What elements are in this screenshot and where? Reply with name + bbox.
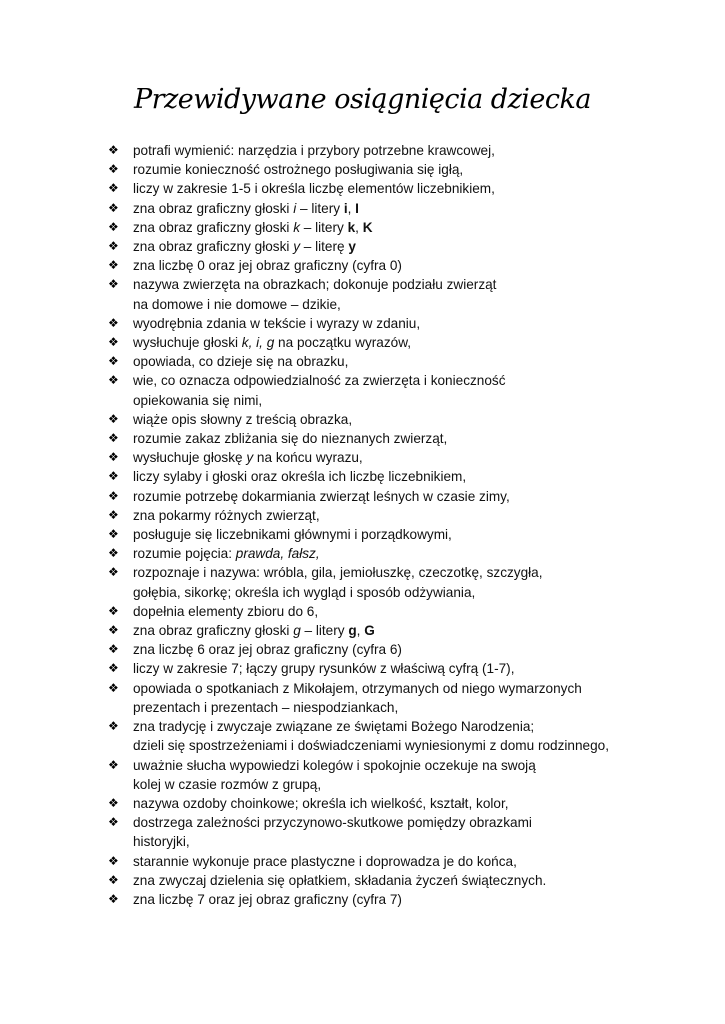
text-segment: wysłuchuje głoskę xyxy=(133,450,247,466)
text-segment: k, i, g xyxy=(241,335,275,351)
text-segment: liczy sylaby i głoski oraz określa ich liczbę liczebnikiem, xyxy=(133,469,467,485)
list-item xyxy=(108,410,708,429)
list-item-text xyxy=(133,410,708,429)
diamond-bullet-icon: ❖ xyxy=(108,795,119,810)
list-item xyxy=(108,199,708,218)
list-item xyxy=(108,871,708,890)
text-segment: k xyxy=(347,219,356,235)
page-title: Przewidywane osiągnięcia dziecka xyxy=(134,84,591,115)
list-item xyxy=(108,659,708,678)
text-segment: dopełnia elementy zbioru do 6, xyxy=(133,603,319,619)
list-item-text xyxy=(133,179,708,198)
diamond-bullet-icon: ❖ xyxy=(108,757,119,772)
list-item xyxy=(108,813,708,851)
text-segment: dostrzega zależności przyczynowo-skutkowe pomiędzy obrazkami historyjki, xyxy=(133,815,532,850)
list-item-text xyxy=(133,256,708,275)
list-item xyxy=(108,852,708,871)
list-item xyxy=(108,525,708,544)
text-segment: rozumie pojęcia: xyxy=(133,546,236,562)
list-item xyxy=(108,352,708,371)
text-segment: nazywa ozdoby choinkowe; określa ich wielkość, kształt, kolor, xyxy=(133,795,509,811)
list-item-text xyxy=(133,890,708,909)
text-segment: k xyxy=(293,219,300,235)
list-item xyxy=(108,544,708,563)
text-segment: prawda, fałsz, xyxy=(235,546,320,562)
diamond-bullet-icon: ❖ xyxy=(108,258,119,273)
list-item-text xyxy=(133,333,708,352)
diamond-bullet-icon: ❖ xyxy=(108,661,119,676)
diamond-bullet-icon: ❖ xyxy=(108,335,119,350)
diamond-bullet-icon: ❖ xyxy=(108,411,119,426)
list-item-text xyxy=(133,794,708,813)
text-segment: liczy w zakresie 1-5 i określa liczbę elementów liczebnikiem, xyxy=(133,181,495,197)
text-segment: zna obraz graficzny głoski xyxy=(133,623,294,639)
text-segment: zna obraz graficzny głoski xyxy=(133,239,294,255)
list-item xyxy=(108,333,708,352)
diamond-bullet-icon: ❖ xyxy=(108,853,119,868)
list-item xyxy=(108,679,708,717)
list-item-text xyxy=(133,371,708,409)
list-item-text xyxy=(133,679,708,717)
text-segment: posługuje się liczebnikami głównymi i porządkowymi, xyxy=(133,527,452,543)
text-segment: wie, co oznacza odpowiedzialność za zwierzęta i konieczność opiekowania się nimi, xyxy=(133,373,506,408)
list-item-text xyxy=(133,813,708,851)
diamond-bullet-icon: ❖ xyxy=(108,527,119,542)
text-segment: i xyxy=(293,200,297,216)
list-item xyxy=(108,256,708,275)
diamond-bullet-icon: ❖ xyxy=(108,719,119,734)
text-segment: zna liczbę 7 oraz jej obraz graficzny (cyfra 7) xyxy=(133,891,402,907)
list-item xyxy=(108,141,708,160)
text-segment: zna obraz graficzny głoski xyxy=(133,219,294,235)
list-item xyxy=(108,160,708,179)
text-segment: wiąże opis słowny z treścią obrazka, xyxy=(133,411,353,427)
text-segment: zna liczbę 6 oraz jej obraz graficzny (cyfra 6) xyxy=(133,642,402,658)
diamond-bullet-icon: ❖ xyxy=(108,277,119,292)
diamond-bullet-icon: ❖ xyxy=(108,239,119,254)
list-item-text xyxy=(133,448,708,467)
diamond-bullet-icon: ❖ xyxy=(108,488,119,503)
text-segment: , xyxy=(355,219,363,235)
diamond-bullet-icon: ❖ xyxy=(108,181,119,196)
text-segment: zna tradycję i zwyczaje związane ze świętami Bożego Narodzenia; dzieli się spostrzeżeniami i doświadczeniami wyniesionymi z domu rodzinnego, xyxy=(133,719,609,754)
list-item xyxy=(108,275,708,313)
list-item-text xyxy=(133,621,708,640)
diamond-bullet-icon: ❖ xyxy=(108,143,119,157)
diamond-bullet-icon: ❖ xyxy=(108,603,119,618)
diamond-bullet-icon: ❖ xyxy=(108,200,119,215)
text-segment: na końcu wyrazu, xyxy=(253,450,363,466)
text-segment: G xyxy=(364,623,375,639)
text-segment: y xyxy=(348,239,356,255)
list-item-text xyxy=(133,659,708,678)
diamond-bullet-icon: ❖ xyxy=(108,315,119,330)
list-item-text xyxy=(133,314,708,333)
list-item-text xyxy=(133,852,708,871)
list-item xyxy=(108,237,708,256)
list-item xyxy=(108,179,708,198)
text-segment: starannie wykonuje prace plastyczne i doprowadza je do końca, xyxy=(133,853,517,869)
list-item-text xyxy=(133,563,708,601)
diamond-bullet-icon: ❖ xyxy=(108,354,119,369)
list-item xyxy=(108,640,708,659)
diamond-bullet-icon: ❖ xyxy=(108,469,119,484)
list-item xyxy=(108,467,708,486)
list-item-text xyxy=(133,218,708,237)
text-segment: – litery xyxy=(300,623,349,639)
text-segment: opowiada, co dzieje się na obrazku, xyxy=(133,354,349,370)
list-item xyxy=(108,890,708,909)
text-segment: na początku wyrazów, xyxy=(274,335,412,351)
text-segment: i xyxy=(343,200,348,216)
list-item-text xyxy=(133,525,708,544)
list-item-text xyxy=(133,602,708,621)
text-segment: rozumie zakaz zbliżania się do nieznanych zwierząt, xyxy=(133,431,448,447)
list-item-text xyxy=(133,199,708,218)
diamond-bullet-icon: ❖ xyxy=(108,815,119,830)
list-item-text xyxy=(133,544,708,563)
diamond-bullet-icon: ❖ xyxy=(108,565,119,580)
list-item xyxy=(108,487,708,506)
text-segment: liczy w zakresie 7; łączy grupy rysunków z właściwą cyfrą (1-7), xyxy=(133,661,515,677)
list-item-text xyxy=(133,237,708,256)
text-segment: g xyxy=(348,623,357,639)
text-segment: rozumie konieczność ostrożnego posługiwania się igłą, xyxy=(133,162,464,178)
diamond-bullet-icon: ❖ xyxy=(108,623,119,638)
diamond-bullet-icon: ❖ xyxy=(108,431,119,446)
text-segment: g xyxy=(293,623,301,639)
text-segment: wysłuchuje głoski xyxy=(133,335,242,351)
list-item-text xyxy=(133,467,708,486)
list-item-text xyxy=(133,640,708,659)
diamond-bullet-icon: ❖ xyxy=(108,450,119,465)
text-segment: zna obraz graficzny głoski xyxy=(133,200,294,216)
list-item-text xyxy=(133,487,708,506)
diamond-bullet-icon: ❖ xyxy=(108,219,119,234)
list-item-text xyxy=(133,141,708,160)
list-item xyxy=(108,602,708,621)
list-item xyxy=(108,429,708,448)
text-segment: y xyxy=(246,450,254,466)
text-segment: – literę xyxy=(299,239,349,255)
list-item xyxy=(108,621,708,640)
text-segment: I xyxy=(355,200,359,216)
text-segment: rozumie potrzebę dokarmiania zwierząt leśnych w czasie zimy, xyxy=(133,488,510,504)
text-segment: opowiada o spotkaniach z Mikołajem, otrzymanych od niego wymarzonych prezentach i prezentach – niespodziankach, xyxy=(133,680,582,715)
list-item xyxy=(108,794,708,813)
list-item xyxy=(108,448,708,467)
text-segment: uważnie słucha wypowiedzi kolegów i spokojnie oczekuje na swoją kolej w czasie rozmów z grupą, xyxy=(133,757,536,792)
list-item xyxy=(108,756,708,794)
list-item xyxy=(108,717,708,755)
diamond-bullet-icon: ❖ xyxy=(108,373,119,388)
list-item-text xyxy=(133,352,708,371)
list-item-text xyxy=(133,275,708,313)
list-item-text xyxy=(133,717,708,755)
text-segment: y xyxy=(293,239,300,255)
diamond-bullet-icon: ❖ xyxy=(108,872,119,887)
list-item-text xyxy=(133,756,708,794)
text-segment: , xyxy=(347,200,356,216)
diamond-bullet-icon: ❖ xyxy=(108,680,119,695)
list-item xyxy=(108,563,708,601)
text-segment: – litery xyxy=(296,200,344,216)
text-segment: potrafi wymienić: narzędzia i przybory potrzebne krawcowej, xyxy=(133,143,495,158)
text-segment: , xyxy=(356,623,365,639)
list-item-text xyxy=(133,160,708,179)
text-segment: nazywa zwierzęta na obrazkach; dokonuje podziału zwierząt na domowe i nie domowe – dzikie, xyxy=(133,277,497,312)
text-segment: wyodrębnia zdania w tekście i wyrazy w zdaniu, xyxy=(133,315,421,331)
list-item-text xyxy=(133,506,708,525)
diamond-bullet-icon: ❖ xyxy=(108,162,119,177)
list-item xyxy=(108,506,708,525)
text-segment: zna liczbę 0 oraz jej obraz graficzny (cyfra 0) xyxy=(133,258,402,274)
text-segment: zna pokarmy różnych zwierząt, xyxy=(133,507,320,523)
diamond-bullet-icon: ❖ xyxy=(108,891,119,906)
diamond-bullet-icon: ❖ xyxy=(108,642,119,657)
achievements-list xyxy=(108,141,708,909)
list-item xyxy=(108,371,708,409)
text-segment: – litery xyxy=(299,219,348,235)
text-segment: zna zwyczaj dzielenia się opłatkiem, składania życzeń świątecznych. xyxy=(133,872,547,888)
list-item-text xyxy=(133,871,708,890)
text-segment: rozpoznaje i nazywa: wróbla, gila, jemiołuszkę, czeczotkę, szczygła, gołębia, sikorkę; określa ich wygląd i sposób odżywiania, xyxy=(133,565,543,600)
list-item xyxy=(108,314,708,333)
diamond-bullet-icon: ❖ xyxy=(108,507,119,522)
list-item-text xyxy=(133,429,708,448)
diamond-bullet-icon: ❖ xyxy=(108,546,119,561)
text-segment: K xyxy=(362,219,373,235)
list-item xyxy=(108,218,708,237)
